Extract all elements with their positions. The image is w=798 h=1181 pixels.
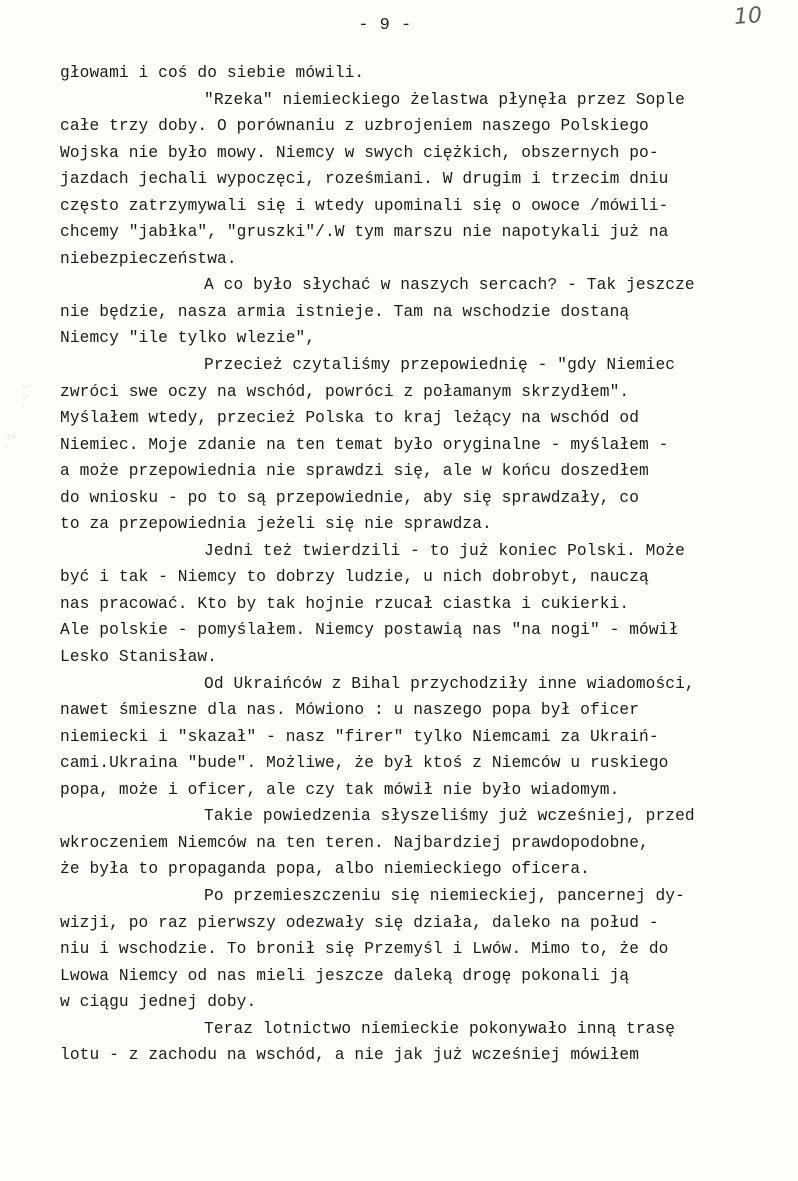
handwritten-archive-number: 10: [733, 3, 763, 30]
text-line: Od Ukraińców z Bihal przychodziły inne wiadomości,: [204, 674, 695, 693]
text-line: nawet śmieszne dla nas. Mówiono : u naszego popa był oficer: [60, 701, 640, 720]
text-line: Po przemieszczeniu się niemieckiej, pancernej dy-: [204, 886, 685, 905]
text-line: Niemiec. Moje zdanie na ten temat było oryginalne - myślałem -: [60, 435, 669, 454]
text-line: Myślałem wtedy, przecież Polska to kraj leżący na wschód od: [60, 409, 640, 428]
smudge-mark: ·-·-·: [22, 382, 29, 412]
text-line: zwróci swe oczy na wschód, powróci z połamanym skrzydłem".: [60, 382, 630, 401]
text-line: jazdach jechali wypoczęci, roześmiani. W drugim i trzecim dniu: [60, 170, 669, 189]
text-line: Jedni też twierdzili - to już koniec Polski. Może: [204, 541, 685, 560]
text-line: to za przepowiednia jeżeli się nie sprawdza.: [60, 515, 492, 534]
text-line: w ciągu jednej doby.: [60, 993, 257, 1012]
text-line: "Rzeka" niemieckiego żelastwa płynęła przez Sople: [204, 90, 685, 109]
typewritten-body: [60, 60, 790, 1069]
text-line: Lwowa Niemcy od nas mieli jeszcze daleką drogę pokonali ją: [60, 966, 630, 985]
text-line: Wojska nie było mowy. Niemcy w swych ciężkich, obszernych po-: [60, 143, 659, 162]
text-line: niemiecki i "skazał" - nasz "firer" tylko Niemcami za Ukraiń-: [60, 727, 659, 746]
text-line: A co było słychać w naszych sercach? - Tak jeszcze: [204, 276, 695, 295]
text-line: a może przepowiednia nie sprawdzi się, ale w końcu doszedłem: [60, 462, 649, 481]
text-line: całe trzy doby. O porównaniu z uzbrojeniem naszego Polskiego: [60, 117, 649, 136]
text-line: nas pracować. Kto by tak hojnie rzucał ciastka i cukierki.: [60, 594, 630, 613]
text-line: Ale polskie - pomyślałem. Niemcy postawią nas "na nogi" - mówił: [60, 621, 679, 640]
text-line: cami.Ukraina "bude". Możliwe, że był ktoś z Niemców u ruskiego: [60, 754, 669, 773]
text-line: wizji, po raz pierwszy odezwały się działa, daleko na połud -: [60, 913, 659, 932]
text-line: niu i wschodzie. To bronił się Przemyśl i Lwów. Mimo to, że do: [60, 940, 669, 959]
text-line: nie będzie, nasza armia istnieje. Tam na wschodzie dostaną: [60, 302, 630, 321]
text-line: Teraz lotnictwo niemieckie pokonywało inną trasę: [204, 1019, 676, 1038]
text-line: głowami i coś do siebie mówili.: [60, 64, 365, 82]
text-line: chcemy "jabłka", "gruszki"/.W tym marszu nie napotykali już na: [60, 223, 669, 242]
text-line: popa, może i oficer, ale czy tak mówił nie było wiadomym.: [60, 780, 620, 799]
text-line: Lesko Stanisław.: [60, 648, 218, 667]
text-line: Niemcy "ile tylko wlezie",: [60, 329, 316, 348]
text-line: wkroczeniem Niemców na ten teren. Najbardziej prawdopodobne,: [60, 833, 649, 852]
smudge-mark: ·:·-·: [4, 432, 17, 452]
page-number: - 9 -: [358, 16, 412, 35]
text-line: Takie powiedzenia słyszeliśmy już wcześniej, przed: [204, 807, 695, 826]
text-line: często zatrzymywali się i wtedy upominali się o owoce /mówili-: [60, 196, 669, 215]
text-line: że była to propaganda popa, albo niemieckiego oficera.: [60, 860, 590, 879]
text-line: Przecież czytaliśmy przepowiednię - "gdy Niemiec: [204, 356, 676, 375]
text-line: niebezpieczeństwa.: [60, 249, 237, 268]
text-line: do wniosku - po to są przepowiednie, aby się sprawdzały, co: [60, 488, 640, 507]
text-line: lotu - z zachodu na wschód, a nie jak już wcześniej mówiłem: [60, 1046, 640, 1065]
text-line: być i tak - Niemcy to dobrzy ludzie, u nich dobrobyt, nauczą: [60, 568, 649, 587]
